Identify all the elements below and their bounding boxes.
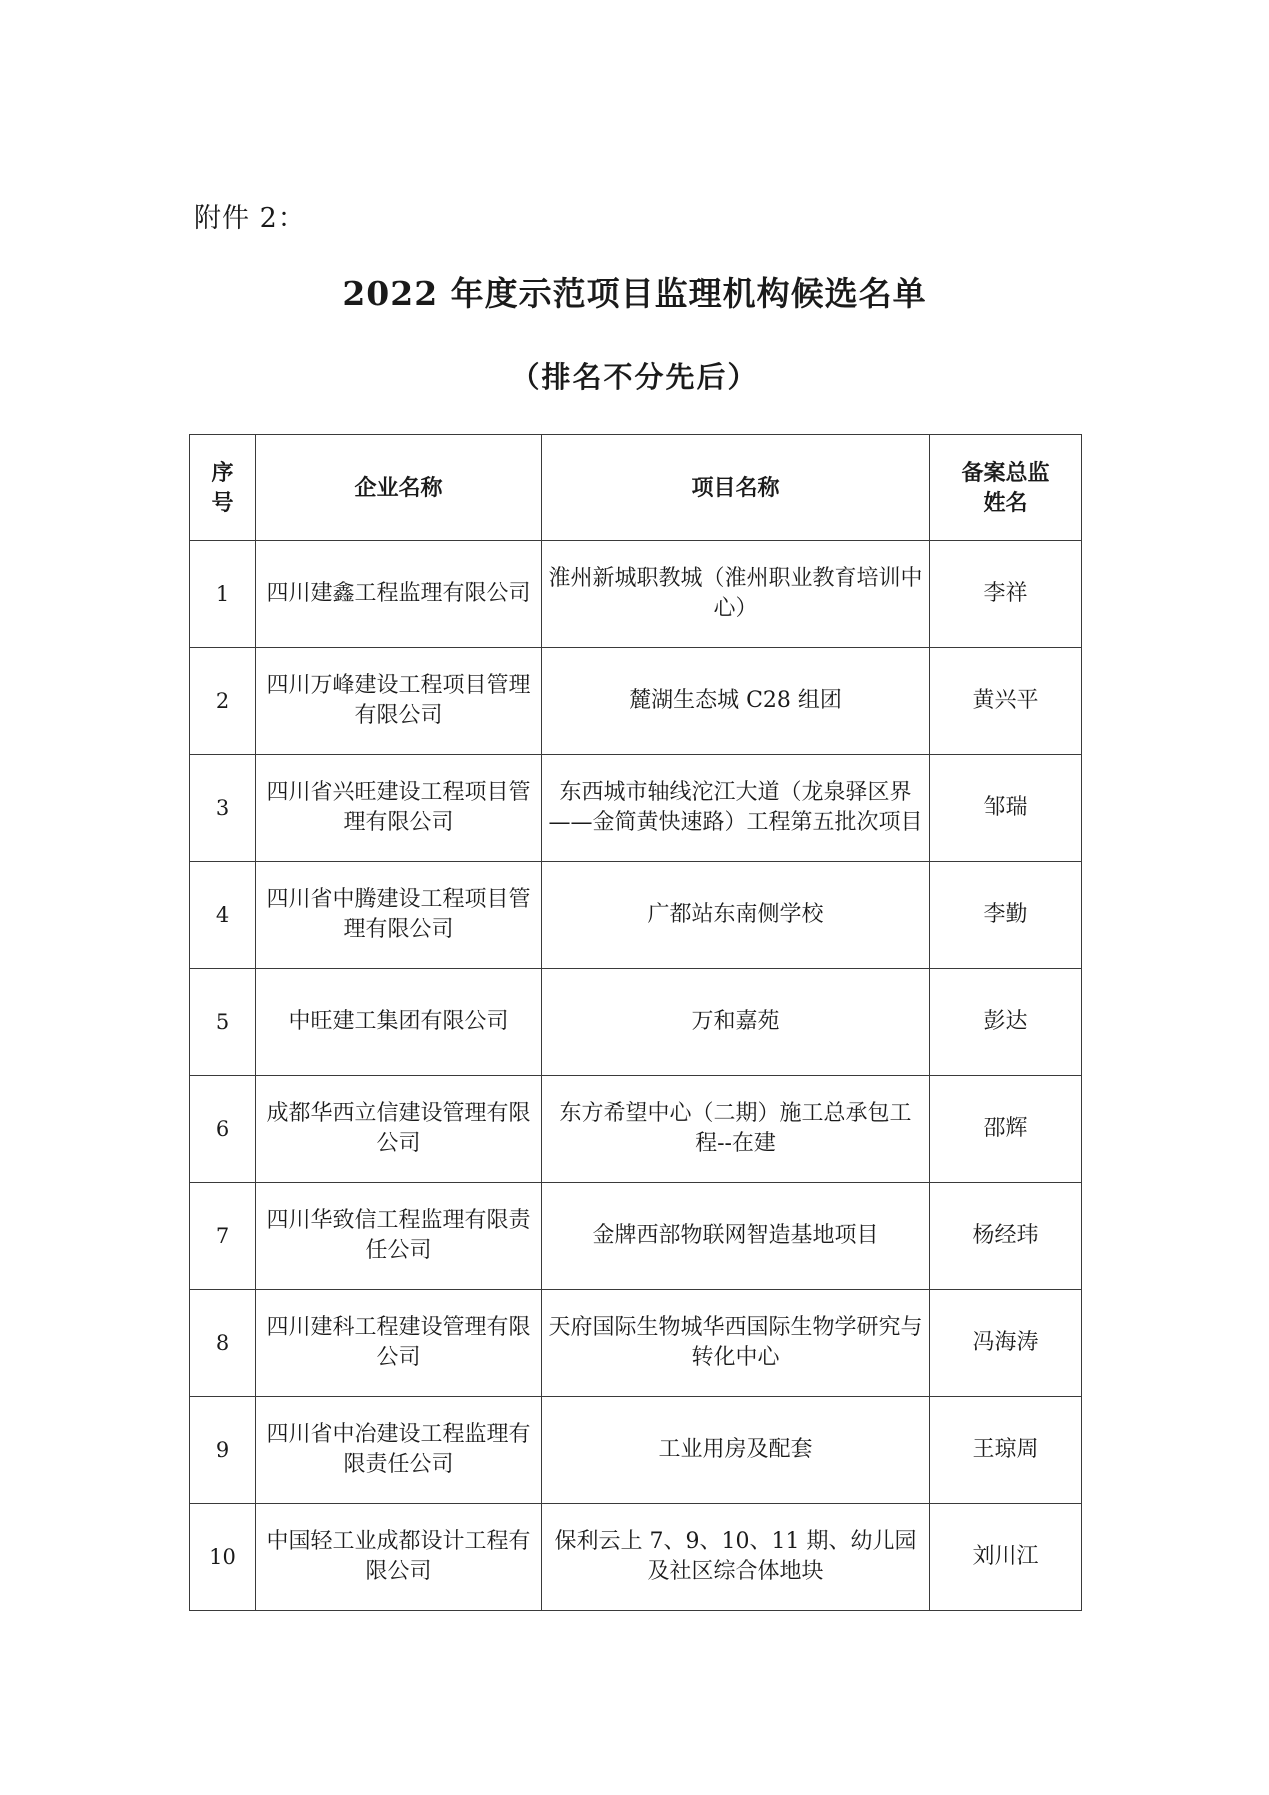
director-name: 王琼周 (930, 1397, 1082, 1504)
director-name: 李祥 (930, 541, 1082, 648)
director-name: 黄兴平 (930, 648, 1082, 755)
row-index: 3 (190, 755, 256, 862)
company-name: 四川建科工程建设管理有限公司 (256, 1290, 542, 1397)
table-row (190, 862, 1082, 969)
company-name: 四川省中冶建设工程监理有限责任公司 (256, 1397, 542, 1504)
director-name: 冯海涛 (930, 1290, 1082, 1397)
director-name: 彭达 (930, 969, 1082, 1076)
row-index: 9 (190, 1397, 256, 1504)
director-name: 李勤 (930, 862, 1082, 969)
row-index: 8 (190, 1290, 256, 1397)
project-name: 东西城市轴线沱江大道（龙泉驿区界——金简黄快速路）工程第五批次项目 (542, 755, 930, 862)
project-name: 万和嘉苑 (542, 969, 930, 1076)
header-company: 企业名称 (256, 435, 542, 541)
director-name: 邹瑞 (930, 755, 1082, 862)
director-name: 杨经玮 (930, 1183, 1082, 1290)
project-name: 东方希望中心（二期）施工总承包工程--在建 (542, 1076, 930, 1183)
company-name: 四川华致信工程监理有限责任公司 (256, 1183, 542, 1290)
project-name: 广都站东南侧学校 (542, 862, 930, 969)
company-name: 四川省兴旺建设工程项目管理有限公司 (256, 755, 542, 862)
row-index: 6 (190, 1076, 256, 1183)
project-name: 保利云上 7、9、10、11 期、幼儿园及社区综合体地块 (542, 1504, 930, 1611)
table-row (190, 1183, 1082, 1290)
project-name: 麓湖生态城 C28 组团 (542, 648, 930, 755)
candidate-table (189, 434, 1082, 1611)
project-name: 工业用房及配套 (542, 1397, 930, 1504)
row-index: 10 (190, 1504, 256, 1611)
table-body (190, 541, 1082, 1611)
header-director: 备案总监 姓名 (930, 435, 1082, 541)
table-row (190, 1076, 1082, 1183)
row-index: 4 (190, 862, 256, 969)
table-row (190, 755, 1082, 862)
table-row (190, 1290, 1082, 1397)
header-index: 序 号 (190, 435, 256, 541)
table-header-row (190, 435, 1082, 541)
project-name: 淮州新城职教城（淮州职业教育培训中心） (542, 541, 930, 648)
row-index: 1 (190, 541, 256, 648)
document-title: 2022 年度示范项目监理机构候选名单 (342, 274, 927, 313)
table-row (190, 541, 1082, 648)
header-project: 项目名称 (542, 435, 930, 541)
table-row (190, 969, 1082, 1076)
row-index: 7 (190, 1183, 256, 1290)
company-name: 四川万峰建设工程项目管理有限公司 (256, 648, 542, 755)
document-subtitle: （排名不分先后） (510, 360, 759, 394)
company-name: 四川建鑫工程监理有限公司 (256, 541, 542, 648)
attachment-label: 附件 2： (194, 203, 306, 234)
project-name: 天府国际生物城华西国际生物学研究与转化中心 (542, 1290, 930, 1397)
table-row (190, 1504, 1082, 1611)
table-row (190, 648, 1082, 755)
table-row (190, 1397, 1082, 1504)
row-index: 2 (190, 648, 256, 755)
project-name: 金牌西部物联网智造基地项目 (542, 1183, 930, 1290)
company-name: 中旺建工集团有限公司 (256, 969, 542, 1076)
director-name: 邵辉 (930, 1076, 1082, 1183)
company-name: 成都华西立信建设管理有限公司 (256, 1076, 542, 1183)
row-index: 5 (190, 969, 256, 1076)
director-name: 刘川江 (930, 1504, 1082, 1611)
company-name: 中国轻工业成都设计工程有限公司 (256, 1504, 542, 1611)
company-name: 四川省中腾建设工程项目管理有限公司 (256, 862, 542, 969)
